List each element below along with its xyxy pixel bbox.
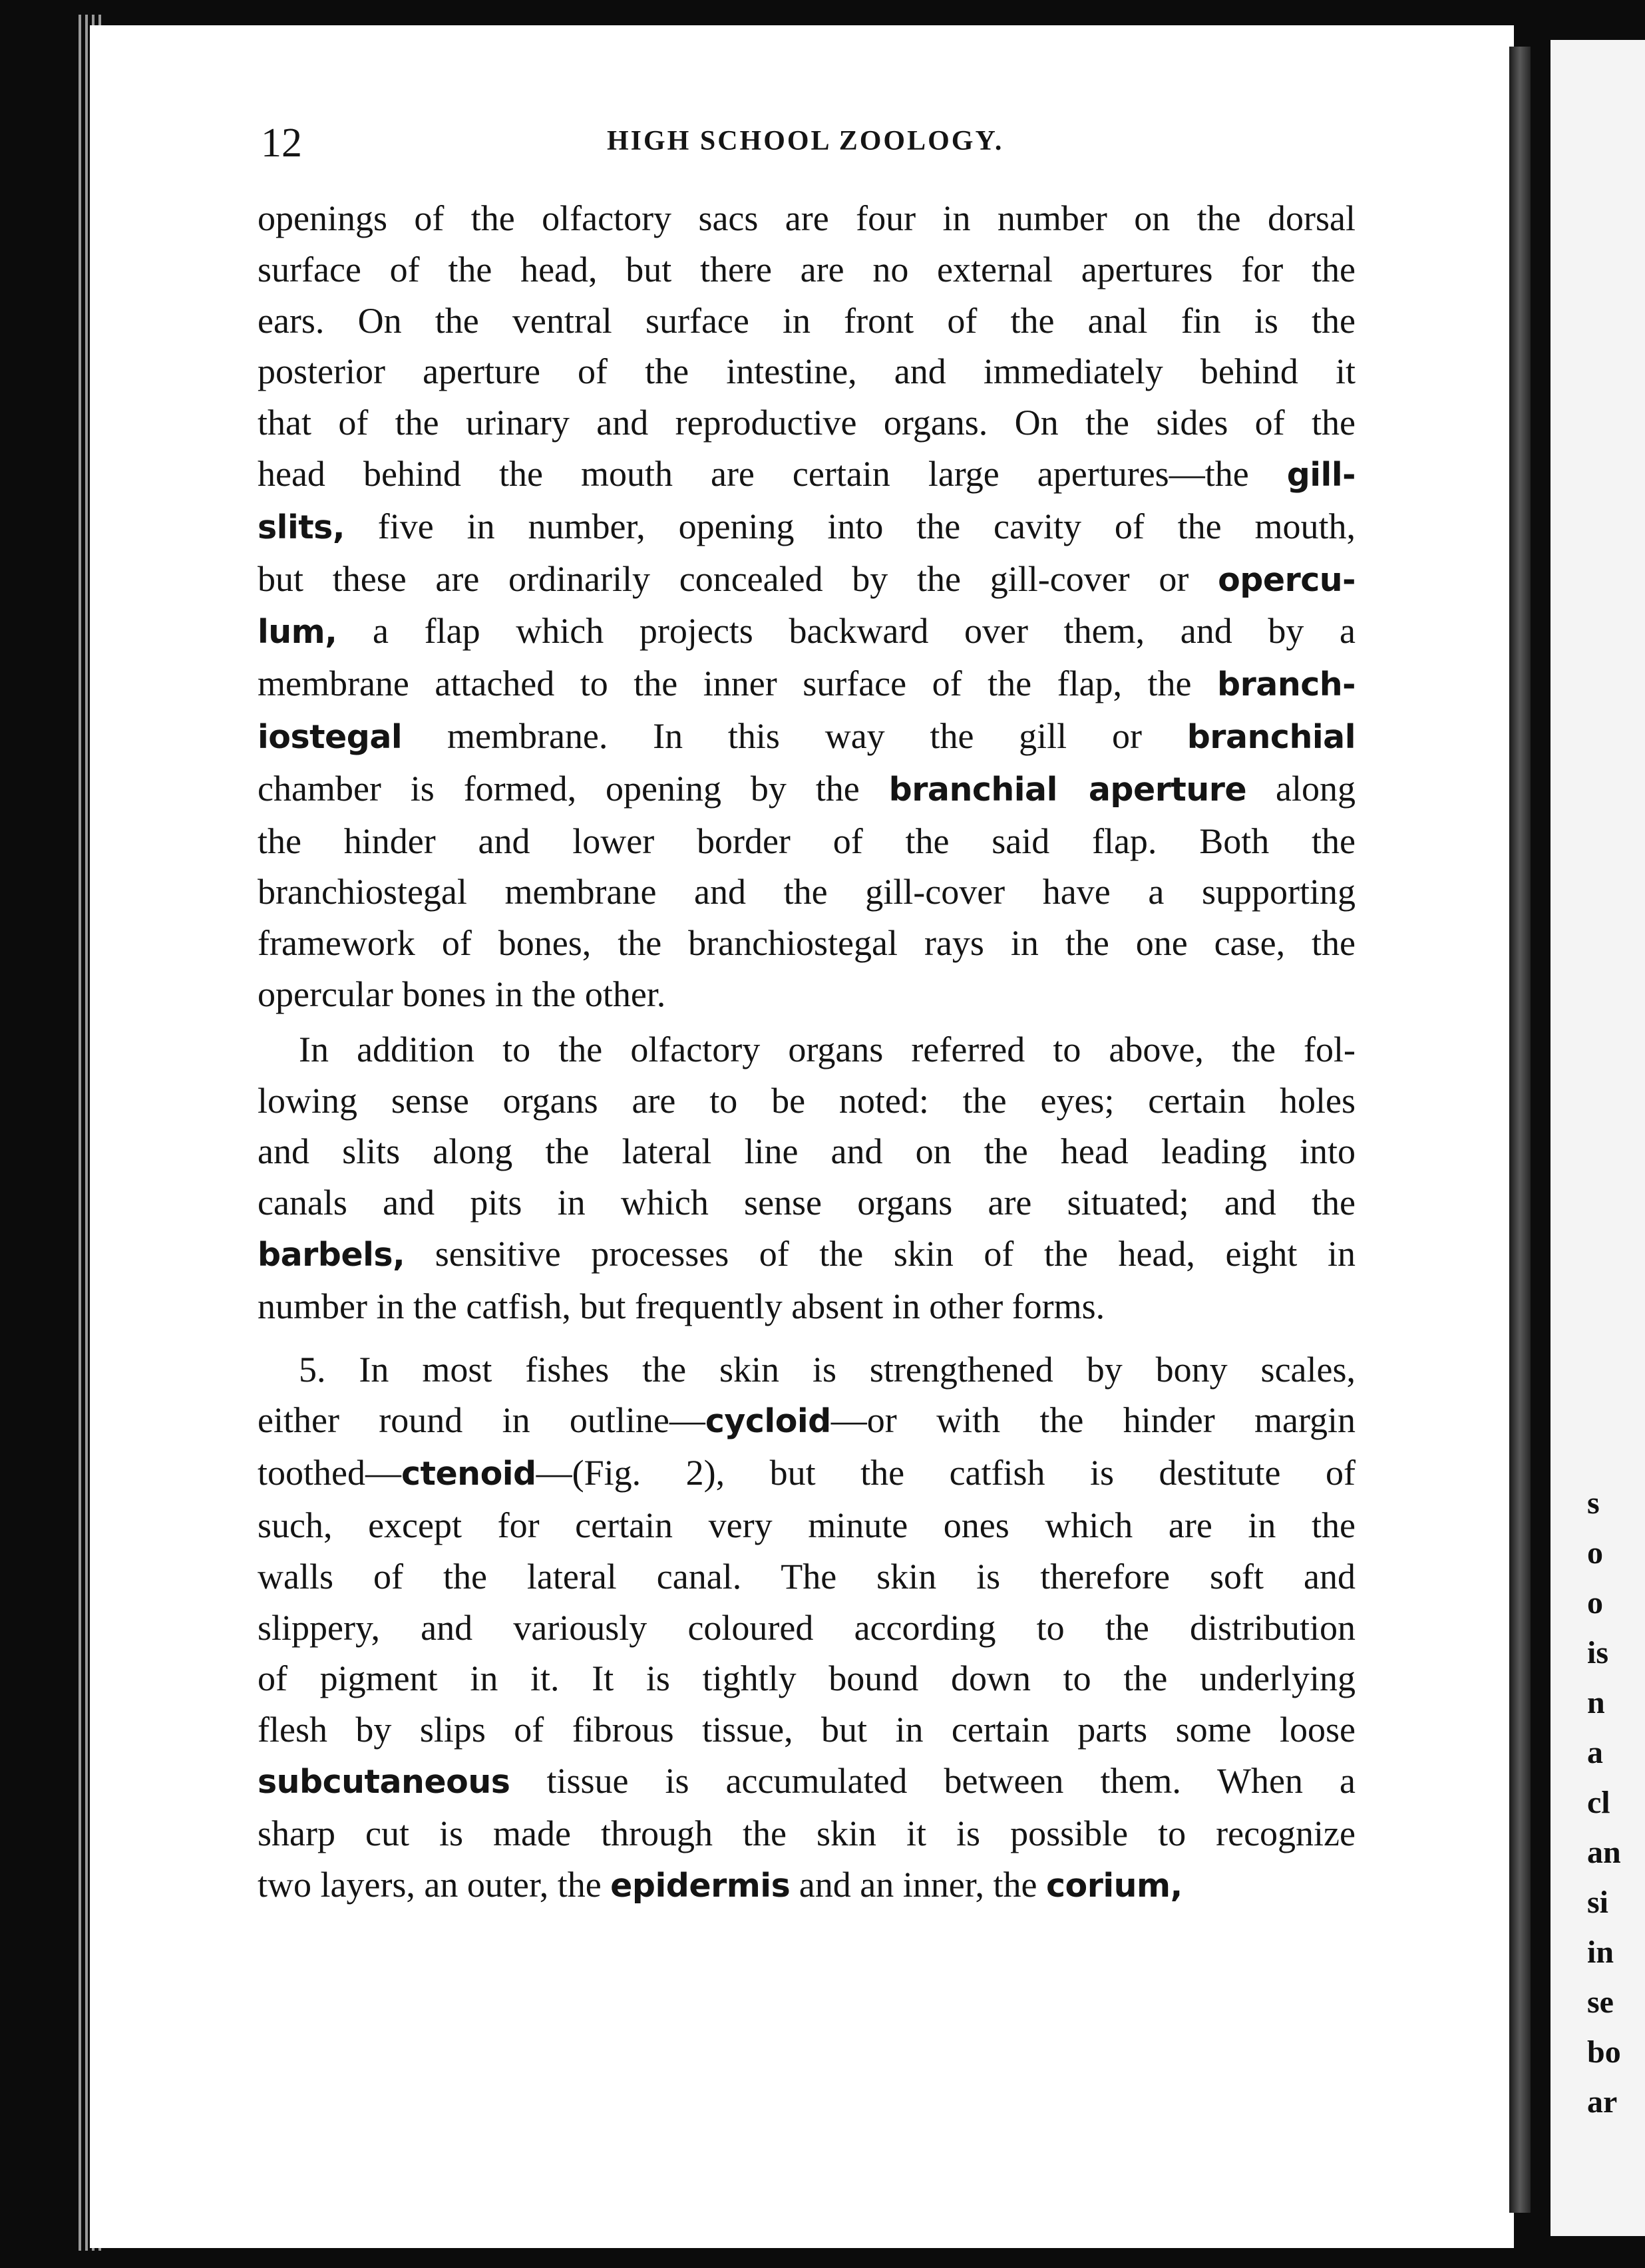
bold-term: gill- (1286, 455, 1356, 494)
facing-page-fragment: bo (1587, 2034, 1621, 2070)
text-line: head behind the mouth are certain large apertures—the gill- (258, 453, 1356, 494)
bold-term: slits, (258, 508, 345, 546)
book-gutter (1509, 47, 1531, 2213)
bold-term: opercu- (1218, 560, 1356, 599)
text-line: the hinder and lower border of the said flap. Both the (258, 821, 1356, 861)
text-line: lum, a flap which projects backward over them, and by a (258, 611, 1356, 652)
text-line: canals and pits in which sense organs are situated; and the (258, 1183, 1356, 1223)
facing-page-fragment: ar (1587, 2084, 1618, 2120)
text-line: sharp cut is made through the skin it is possible to recognize (258, 1813, 1356, 1853)
paragraph (258, 1344, 1356, 1912)
running-head: HIGH SCHOOL ZOOLOGY. (607, 126, 1004, 156)
text-line: and slits along the lateral line and on the head leading into (258, 1131, 1356, 1172)
facing-page-fragment: in (1587, 1935, 1614, 1970)
facing-page-fragment: n (1587, 1685, 1605, 1720)
text-line: posterior aperture of the intestine, and immediately behind it (258, 351, 1356, 392)
facing-page-fragment: si (1587, 1885, 1609, 1920)
text-line: openings of the olfactory sacs are four in number on the dorsal (258, 198, 1356, 238)
text-line: of pigment in it. It is tightly bound down to the underlying (258, 1658, 1356, 1699)
paragraph (258, 1024, 1356, 1332)
facing-page-fragment: s (1587, 1485, 1600, 1521)
facing-page-fragment: cl (1587, 1785, 1610, 1820)
facing-page-fragment: a (1587, 1735, 1603, 1770)
facing-page-fragment: o (1587, 1535, 1603, 1571)
text-line: In addition to the olfactory organs referred to above, the fol- (299, 1029, 1356, 1069)
text-line: subcutaneous tissue is accumulated between them. When a (258, 1760, 1356, 1801)
bold-term: branchial (1187, 717, 1356, 756)
text-line: branchiostegal membrane and the gill-cover have a supporting (258, 872, 1356, 912)
bold-term: epidermis (610, 1866, 791, 1905)
facing-page-fragment: an (1587, 1835, 1621, 1870)
text-line: that of the urinary and reproductive organs. On the sides of the (258, 403, 1356, 443)
text-line: toothed—ctenoid—(Fig. 2), but the catfish is destitute of (258, 1453, 1356, 1493)
text-line: flesh by slips of fibrous tissue, but in certain parts some loose (258, 1710, 1356, 1750)
facing-page-fragment: se (1587, 1984, 1614, 2020)
text-line: surface of the head, but there are no external apertures for the (258, 249, 1356, 289)
text-line: two layers, an outer, the epidermis and an inner, the corium, (258, 1864, 1183, 1905)
bold-term: lum, (258, 613, 337, 652)
text-line: slippery, and variously coloured according to the distribution (258, 1607, 1356, 1648)
text-line: number in the catfish, but frequently absent in other forms. (258, 1286, 1105, 1326)
facing-page-fragment: o (1587, 1585, 1603, 1620)
text-line: walls of the lateral canal. The skin is therefore soft and (258, 1556, 1356, 1597)
facing-page-edge (1551, 40, 1645, 2236)
text-line: ears. On the ventral surface in front of the anal fin is the (258, 300, 1356, 341)
bold-term: corium, (1045, 1866, 1183, 1905)
bold-term: subcutaneous (258, 1762, 510, 1801)
text-line: 5. In most fishes the skin is strengthened by bony scales, (299, 1349, 1356, 1390)
text-line: membrane attached to the inner surface of the flap, the branch- (258, 663, 1356, 704)
page-header (261, 120, 1354, 173)
body-text (258, 193, 1356, 1911)
text-line: chamber is formed, opening by the branchial aperture along (258, 768, 1356, 809)
text-line: lowing sense organs are to be noted: the eyes; certain holes (258, 1080, 1356, 1121)
text-line: but these are ordinarily concealed by the gill-cover or opercu- (258, 558, 1356, 599)
text-line: framework of bones, the branchiostegal rays in the one case, the (258, 923, 1356, 964)
bold-term: branchial aperture (888, 770, 1247, 809)
bold-term: branch- (1217, 665, 1356, 704)
bold-term: cycloid (705, 1402, 831, 1441)
text-line: such, except for certain very minute ones which are in the (258, 1505, 1356, 1545)
page-number: 12 (261, 120, 302, 166)
text-line: iostegal membrane. In this way the gill or branchial (258, 715, 1356, 756)
text-line: barbels, sensitive processes of the skin of the head, eight in (258, 1233, 1356, 1274)
text-line: slits, five in number, opening into the cavity of the mouth, (258, 506, 1356, 546)
text-line: opercular bones in the other. (258, 974, 666, 1014)
bold-term: barbels, (258, 1235, 405, 1274)
bold-term: iostegal (258, 717, 403, 756)
facing-page-fragment: is (1587, 1635, 1609, 1670)
paragraph (258, 193, 1356, 1020)
bold-term: ctenoid (401, 1455, 536, 1493)
text-line: either round in outline—cycloid—or with the hinder margin (258, 1400, 1356, 1441)
